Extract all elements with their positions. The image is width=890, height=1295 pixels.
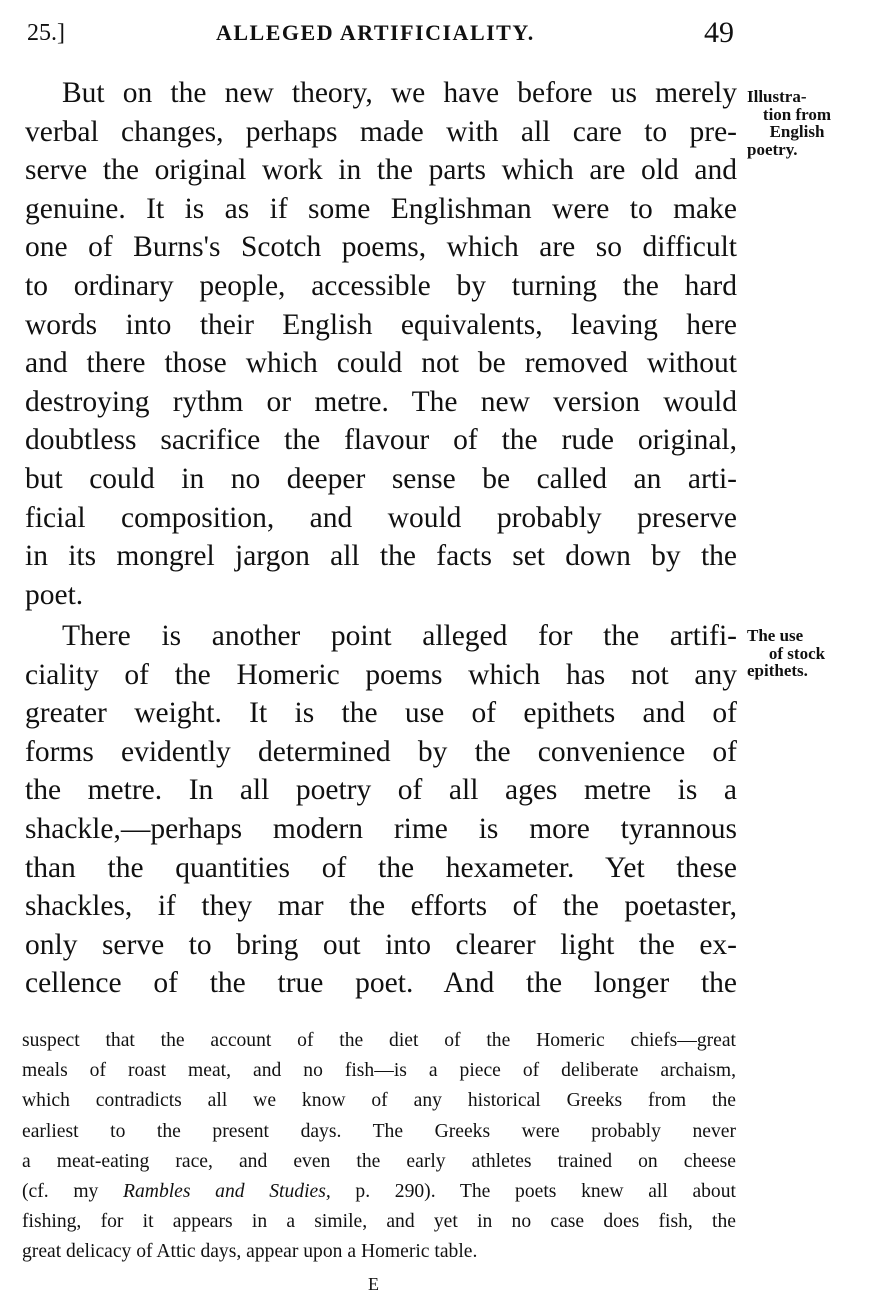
margin-note-line: of stock bbox=[768, 643, 826, 663]
footnote-line: meals of roast meat, and no fish—is a piece of deliberate archaism, bbox=[22, 1060, 736, 1082]
text-line: but could in no deeper sense be called an arti- bbox=[25, 462, 737, 495]
text-line: words into their English equivalents, leaving here bbox=[25, 308, 737, 341]
text-line: shackle,—perhaps modern rime is more tyrannous bbox=[25, 812, 737, 845]
page-number: 49 bbox=[704, 16, 734, 49]
text-line: ciality of the Homeric poems which has not any bbox=[25, 658, 737, 691]
footnote-line: great delicacy of Attic days, appear upon a Homeric table. bbox=[22, 1241, 478, 1263]
paragraph-stock-epithets bbox=[25, 617, 737, 1003]
text-line: destroying rythm or metre. The new version would bbox=[25, 385, 737, 418]
text-line: There is another point alleged for the artifi- bbox=[62, 620, 737, 652]
text-line: shackles, if they mar the efforts of the poetaster, bbox=[25, 890, 737, 923]
header-section-number: 25.] bbox=[27, 20, 65, 46]
footnote-line: suspect that the account of the diet of the Homeric chiefs—great bbox=[22, 1030, 736, 1051]
footnote-line: earliest to the present days. The Greeks were probably never bbox=[22, 1120, 736, 1142]
footnote-line-citation bbox=[22, 1177, 736, 1207]
margin-note-line: epithets. bbox=[747, 661, 808, 680]
footnote-line: which contradicts all we know of any historical Greeks from the bbox=[22, 1090, 736, 1112]
footnote-text: p. 290). The poets knew all about bbox=[355, 1180, 736, 1202]
text-line: genuine. It is as if some Englishman were to make bbox=[25, 192, 737, 225]
margin-note-line: Illustra- bbox=[747, 87, 807, 106]
text-line: cellence of the true poet. And the longer the bbox=[25, 967, 737, 1000]
text-line: doubtless sacrifice the flavour of the rude original, bbox=[25, 424, 737, 457]
book-title: Rambles and Studies, bbox=[123, 1180, 331, 1202]
margin-note-line: poetry. bbox=[747, 139, 798, 159]
text-line: one of Burns's Scotch poems, which are so difficult bbox=[25, 231, 737, 264]
text-line: and there those which could not be removed without bbox=[25, 347, 737, 380]
footnote-line: fishing, for it appears in a simile, and yet in no case does fish, the bbox=[22, 1211, 736, 1233]
text-line: in its mongrel jargon all the facts set down by the bbox=[25, 540, 737, 573]
signature-mark: E bbox=[368, 1274, 379, 1294]
margin-note-line: tion from bbox=[762, 104, 832, 124]
footnote-text: (cf. my bbox=[22, 1180, 99, 1202]
footnote bbox=[22, 1026, 736, 1268]
text-line: only serve to bring out into clearer light the ex- bbox=[25, 928, 737, 961]
margin-note-line: English bbox=[769, 122, 825, 141]
margin-note-epithets bbox=[747, 627, 847, 680]
text-line: the metre. In all poetry of all ages metre is a bbox=[25, 774, 737, 807]
running-title: ALLEGED ARTIFICIALITY. bbox=[216, 20, 535, 45]
text-line: serve the original work in the parts which are old and bbox=[25, 154, 737, 187]
text-line: to ordinary people, accessible by turning the hard bbox=[25, 269, 737, 302]
text-line: verbal changes, perhaps made with all care to pre- bbox=[25, 115, 737, 148]
footnote-line: a meat-eating race, and even the early athletes trained on cheese bbox=[22, 1150, 736, 1172]
paragraph-burns-illustration bbox=[25, 74, 737, 614]
text-line: forms evidently determined by the convenience of bbox=[25, 735, 737, 768]
text-line: poet. bbox=[25, 578, 84, 611]
text-line: than the quantities of the hexameter. Yet these bbox=[25, 851, 737, 884]
text-line: ficial composition, and would probably preserve bbox=[25, 501, 737, 534]
text-line: greater weight. It is the use of epithets and of bbox=[25, 697, 737, 730]
margin-note-line: The use bbox=[747, 626, 804, 645]
margin-note-illustration bbox=[747, 88, 847, 158]
text-line: But on the new theory, we have before us merely bbox=[62, 77, 737, 109]
